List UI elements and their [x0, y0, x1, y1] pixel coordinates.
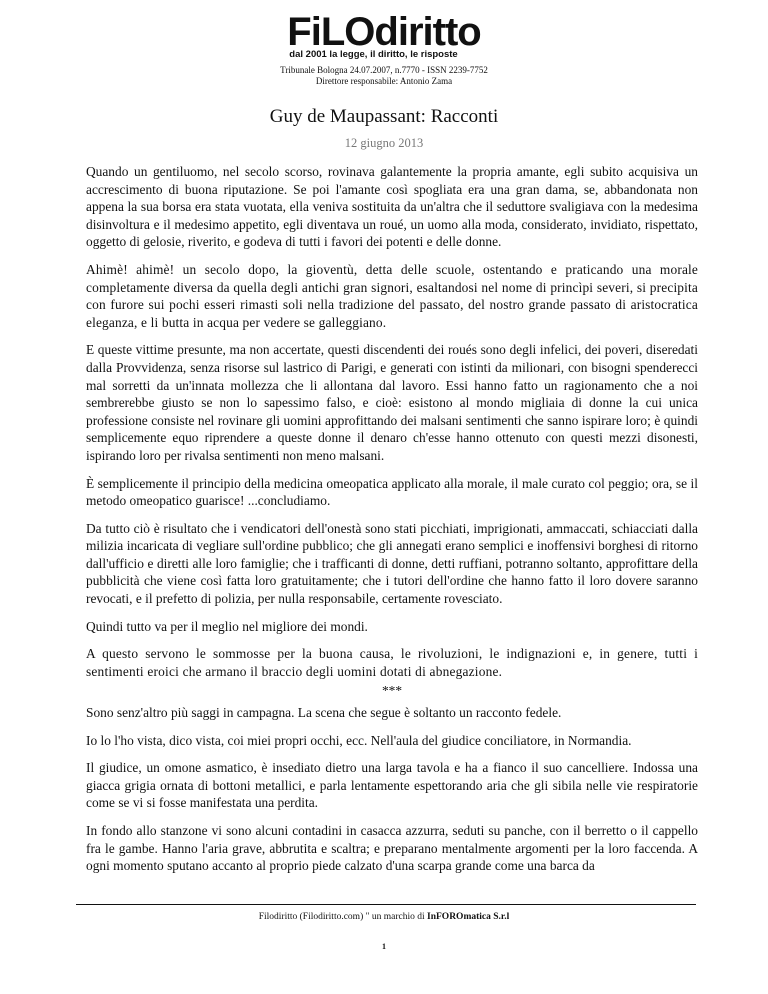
paragraph: Sono senz'altro più saggi in campagna. La scena che segue è soltanto un racconto fedele.: [86, 705, 562, 721]
article-body: [86, 163, 698, 885]
site-logo[interactable]: [0, 10, 768, 62]
logo-part-fil: FiLO: [287, 10, 375, 54]
footer-divider: [76, 904, 696, 905]
paragraph: Io lo l'ho vista, dico vista, coi miei propri occhi, ecc. Nell'aula del giudice conciliatore, in Normandia.: [86, 732, 632, 748]
paragraph: Da tutto ciò è risultato che i vendicatori dell'onestà sono stati picchiati, imprigionati, ammaccati, schiacciati dalla milizia incaricata di vegliare sull'ordine pubblico; che gli annegati erano semplici e inoffensivi borghesi di ritorno dall'ufficio e diretti alle loro famiglie; che i trafficanti di donne, detti ruffiani, potranno soltanto, approfittare della pubblicità che viene così fatta loro gratuitamente; che i tutori dell'ordine che hanno fatto il loro dovere saranno revocati, e il prefetto di polizia, per nulla responsabile, certamente rovesciato.: [86, 520, 698, 607]
footer-brand: InFOROmatica S.r.l: [427, 912, 510, 922]
logo-tagline: dal 2001 la legge, il diritto, le risposte: [289, 49, 458, 60]
logo-wordmark: [287, 10, 481, 54]
paragraph: A questo servono le sommosse per la buona causa, le rivoluzioni, le indignazioni e, in genere, tutti i sentimenti eroici che armano il braccio degli uomini dotati di abnegazione.: [86, 646, 698, 679]
page-number: 1: [382, 942, 386, 951]
paragraph: Quindi tutto va per il meglio nel migliore dei mondi.: [86, 618, 368, 634]
paragraph: E queste vittime presunte, ma non accertate, questi discendenti dei roués sono degli infelici, dei poveri, diseredati dalla Provvidenza, senza risorse sul lastrico di Parigi, e generati con istinti da milionari, con bisogni spenderecci mal sorretti da un'innata mollezza che li allontana dal lavoro. Essi hanno fatto un ragionamento che a noi sembrerebbe giusto se non lo sapessimo falso, e cioè: esistono al mondo migliaia di donne la cui unica professione consiste nel rovinare gli uomini approfittando dei malsani sentimenti che sanno ispirare loro; è quindi semplicemente equo riprendere a queste donne il denaro ch'esse hanno ottenuto con questi mezzi disonesti, ispirando loro per rivalsa sentimenti non meno malsani.: [86, 342, 698, 463]
page-footer: [0, 912, 768, 922]
article-date: 12 giugno 2013: [344, 136, 424, 150]
paragraph: È semplicemente il principio della medicina omeopatica applicato alla morale, il male curato col peggio; ora, se il metodo omeopatico guarisce! ...concludiamo.: [86, 475, 698, 509]
director-line: Direttore responsabile: Antonio Zama: [315, 76, 453, 86]
paragraph: In fondo allo stanzone vi sono alcuni contadini in casacca azzurra, seduti su panche, con il berretto o il cappello fra le gambe. Hanno l'aria grave, abbrutita e scaltra; e preparano mentalmente argomenti per la loro faccenda. A ogni momento sputano accanto al proprio piede calzato d'una scarpa grande come una barca da: [86, 823, 698, 874]
paragraph: Il giudice, un omone asmatico, è insediato dietro una larga tavola e ha a fianco il suo cancelliere. Indossa una giacca grigia ornata di bottoni metallici, e parla lentamente espettorando aria che gli sibila nelle vie respiratorie come se vi si fosse manifestata una perdita.: [86, 760, 698, 811]
paragraph: Quando un gentiluomo, nel secolo scorso, rovinava galantemente la propria amante, egli subito acquisiva un accrescimento di buona riputazione. Se poi l'amante così spogliata era una gran dama, se, abbandonata non appena la sua borsa era stata vuotata, ella veniva sostituita da un'altra che il seduttore svaligiava con la medesima disinvoltura e il medesimo appetito, egli diventava un roué, un uomo alla moda, considerato, invidiato, rispettato, oggetto di gelosie, riverito, e godeva di tutti i favori dei potenti e delle donne.: [86, 164, 698, 250]
paragraph: Ahimè! ahimè! un secolo dopo, la gioventù, detta delle scuole, ostentando e praticando una morale completamente diversa da quella degli antichi gran signori, esaltandosi nel nome di princìpi severi, si precipita con furore sui pochi esseri rimasti soli nella tradizione del passato, del nostro grande passato di aristocratica eleganza, e li butta in acqua per vedere se galleggiano.: [86, 261, 698, 330]
article-title: Guy de Maupassant: Racconti: [269, 106, 499, 127]
section-separator: ***: [381, 683, 403, 699]
logo-part-diritto: diritto: [374, 10, 481, 54]
registration-line: Tribunale Bologna 24.07.2007, n.7770 - ISSN 2239-7752: [280, 65, 488, 75]
footer-text: Filodiritto (Filodiritto.com) " un marchio di: [258, 912, 428, 922]
